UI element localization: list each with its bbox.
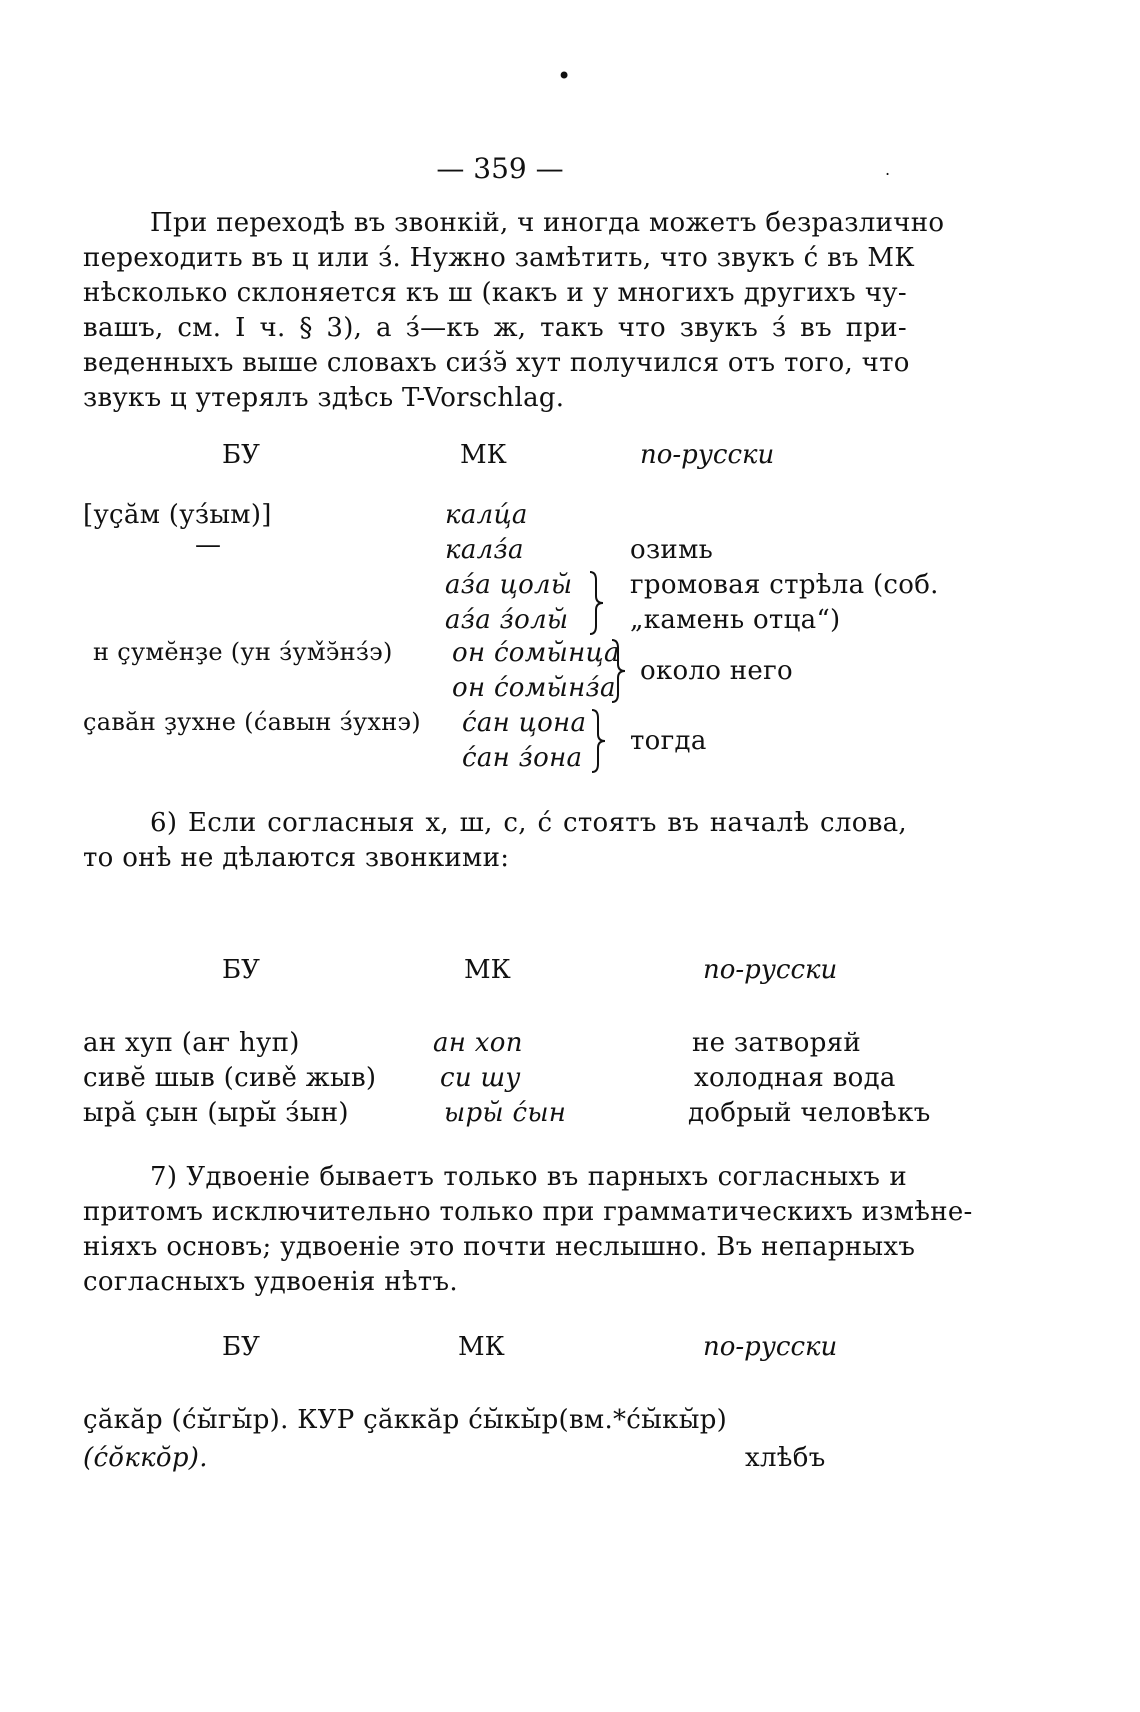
table2-header-bu: БУ [222,955,260,985]
para1-line-5: веденныхъ выше словахъ сиз́э̆ хут получился отъ того, что [83,348,910,378]
table2-row-1-bu: ан хуп (аҥ һуп) [83,1028,300,1058]
brace-icon [590,708,608,774]
table1-header-ru: по-русски [640,440,775,470]
para3-line-1: 7) Удвоеніе бываетъ только въ парныхъ согласныхъ и [150,1162,907,1192]
table1-mk-1: калц́а [445,500,528,530]
table1-mk-3: аз́а цолы̆ [445,570,573,600]
table1-header-mk: МК [460,440,507,470]
table2-row-2-mk: си шу [440,1063,521,1093]
table1-mk-7: с́ан цона [462,708,587,738]
table1-mk-6: он с́омы̆нз́а [452,673,616,703]
table2-row-3-ru: добрый человѣкъ [688,1098,931,1128]
table2-row-3-mk: ыры̆ с́ын [444,1098,567,1128]
table1-ru-4: около него [640,656,793,686]
page-number: — 359 — [436,152,564,185]
decor-dot: • [557,62,572,90]
table1-ru-3: „камень отца“) [630,605,841,635]
para2-line-2: то онѣ не дѣлаются звонкими: [83,843,510,873]
para3-line-2: притомъ исключительно только при грамматическихъ измѣне- [83,1197,973,1227]
table1-bu-2: — [195,530,222,560]
para1-line-1: При переходѣ въ звонкій, ч иногда можетъ безразлично [150,208,945,238]
table1-bu-4: ҫавăн ҙухне (с́авын з́ухнэ) [83,708,421,736]
table1-header-bu: БУ [222,440,260,470]
table3-ru: хлѣбъ [745,1443,826,1473]
table2-header-mk: МК [464,955,511,985]
table1-ru-5: тогда [630,726,707,756]
table2-row-1-ru: не затворяй [692,1028,862,1058]
table1-ru-2: громовая стрѣла (соб. [630,570,939,600]
table1-mk-2: калз́а [445,535,524,565]
table2-row-2-ru: холодная вода [694,1063,896,1093]
table1-mk-5: он с́омы̆нца [452,638,620,668]
table3-header-mk: МК [458,1332,505,1362]
brace-icon [588,570,606,636]
table1-bu-1: [уҫăм (уз́ым)] [83,500,272,530]
table2-header-ru: по-русски [703,955,838,985]
table1-bu-3: н ҫумĕнҙе (ун з́ум̌э̆нз́э) [93,638,393,666]
brace-icon [610,638,628,704]
table3-header-bu: БУ [222,1332,260,1362]
para1-line-2: переходить въ ц или з́. Нужно замѣтить, что звукъ с́ въ МК [83,243,915,273]
para2-line-1: 6) Если согласныя х, ш, с, с́ стоятъ въ началѣ слова, [150,808,907,838]
table2-row-3-bu: ырă ҫын (ыры̆ з́ын) [83,1098,349,1128]
para1-line-6: звукъ ц утерялъ здѣсь T-Vorschlag. [83,383,565,413]
table1-mk-8: с́ан з́она [462,743,583,773]
table3-line-2: (с́ŏккŏр). [83,1443,208,1473]
table2-row-2-bu: сивĕ шыв (сиве̌ жыв) [83,1063,377,1093]
table2-row-1-mk: ан хоп [433,1028,523,1058]
table3-line-1: ҫăкăр (с́ы̆гы̆р). КУР ҫăккăр с́ы̆кы̆р(вм.*с́ы̆кы̆р) [83,1405,728,1435]
para3-line-4: согласныхъ удвоенія нѣтъ. [83,1267,458,1297]
table1-mk-4: аз́а з́олы̆ [445,605,569,635]
para3-line-3: ніяхъ основъ; удвоеніе это почти неслышно. Въ непарныхъ [83,1232,916,1262]
table1-ru-1: озимь [630,535,714,565]
table3-header-ru: по-русски [703,1332,838,1362]
para1-line-3: нѣсколько склоняется къ ш (какъ и у многихъ другихъ чу- [83,278,907,308]
decor-dot-right: . [885,160,891,179]
para1-line-4: вашъ, см. I ч. § 3), а з́—къ ж, такъ что звукъ з́ въ при- [83,313,907,343]
